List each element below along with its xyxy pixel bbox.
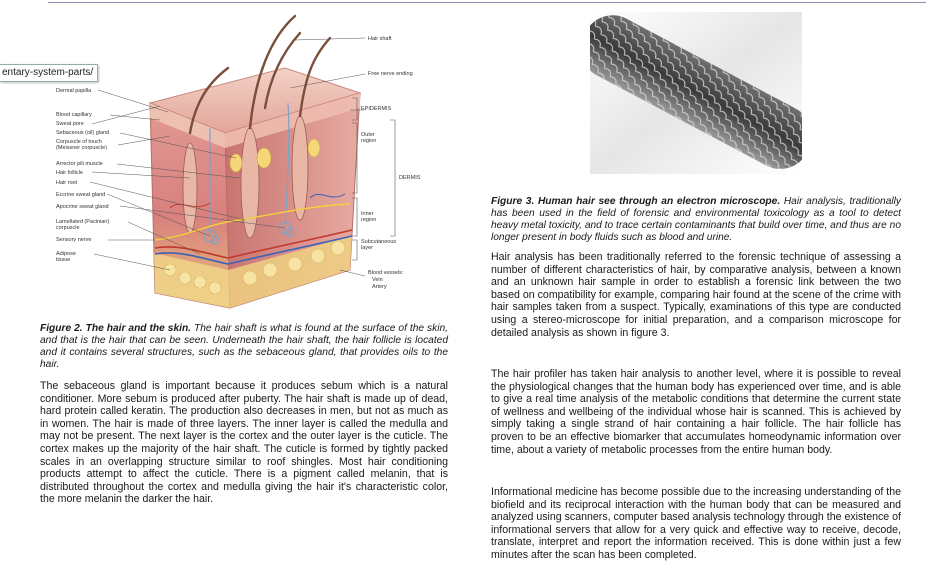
label-epidermis: EPIDERMIS — [361, 106, 392, 112]
figure3-caption-title: Figure 3. Human hair see through an electron microscope. — [491, 196, 781, 207]
label-dermis: DERMIS — [399, 175, 421, 181]
label-blood-vessels: Blood vessels: — [368, 270, 404, 276]
label-corpuscle: corpuscle — [56, 225, 80, 231]
label-dermal-papilla: Dermal papilla — [56, 88, 92, 94]
hair-analysis-paragraph: Hair analysis has been traditionally referred to the forensic technique of assessing a number of different characteristics of hair, by comparative analysis, between a known and an unknown hair sample in order to establish a forensic link between the two based on compatibility for example, comparing hair found at the scene of the crime with hair samples taken from a suspect. Typically, examinations of this type are conducted using a stereo-microscope for initial preparation, and a comparison microscope for detailed analysis as shown in figure 3. — [491, 251, 901, 339]
label-sebaceous-gland: Sebaceous (oil) gland — [56, 130, 110, 136]
label-apocrine-sweat-gland: Apocrine sweat gland — [56, 204, 109, 210]
label-blood-capillary: Blood capillary — [56, 112, 92, 118]
label-inner-region: region — [361, 217, 377, 223]
figure3-caption — [491, 196, 901, 244]
label-eccrine-sweat-gland: Eccrine sweat gland — [56, 192, 106, 198]
label-lamellated-corpuscle: Lamellated (Pacinian) — [56, 219, 110, 225]
figure2-caption — [40, 323, 448, 371]
label-subcutaneous: Subcutaneous — [361, 239, 397, 245]
label-sensory-nerve: Sensory nerve — [56, 237, 92, 243]
label-sweat-pore: Sweat pore — [56, 121, 84, 127]
figure2-caption-body: The hair shaft is what is found at the surface of the skin, and that is the hair that can be seen. Underneath the hair shaft, the hair follicle is located and it contains several structures, such as the sebaceous gland, that provides oils to the hair. — [40, 323, 448, 370]
sebaceous-gland-paragraph: The sebaceous gland is important because it produces sebum which is a natural conditioner. More sebum is produced after puberty. The hair shaft is made up of dead, hard protein called keratin. The production also decreases in men, but not as much as in women. The hair is made of three layers. The inner layer is called the medulla and may not be present. The next layer is the cortex and the outer layer is the cuticle. The cortex makes up the majority of the hair shaft. The cuticle is formed by tightly packed scales in an overlapping structure similar to roof shingles. Most hair conditioning products attempt to affect the cuticle. There is a pigment called melanin, that is distributed throughout the cortex and medulla giving the hair it's characteristic color, the more melanin the darker the hair. — [40, 380, 448, 506]
page-top-rule — [48, 2, 926, 3]
label-arrector-pili: Arrector pili muscle — [56, 161, 103, 167]
label-tissue: tissue — [56, 257, 71, 263]
label-free-nerve-ending: Free nerve ending — [368, 71, 413, 77]
figure2-caption-title: Figure 2. The hair and the skin. — [40, 323, 192, 334]
hair-sem-illustration — [590, 12, 802, 174]
label-inner: Inner — [361, 211, 374, 217]
informational-medicine-paragraph: Informational medicine has become possible due to the increasing understanding of the biofield and its reciprocal interaction with the human body that can be measured and analyzed using scanners, computer based analysis technology through the existence of informational servers that allow for a very quick and effective way to receive, decode, translate, interpret and report the information received. This is done within just a few minutes after the scan has been completed. — [491, 486, 901, 561]
label-outer-region: region — [361, 138, 377, 144]
label-hair-root: Hair root — [56, 180, 78, 186]
skin-diagram-figure — [50, 8, 450, 320]
label-hair-shaft: Hair shaft — [368, 36, 392, 42]
label-meissner-corpuscle: (Meissner corpuscle) — [56, 145, 108, 151]
hair-micrograph-image — [590, 12, 802, 174]
label-outer: Outer — [361, 132, 375, 138]
url-tooltip: entary-system-parts/ — [0, 64, 98, 82]
label-hair-follicle: Hair follicle — [56, 170, 83, 176]
label-layer: layer — [361, 245, 373, 251]
label-vein: Vein — [372, 277, 383, 283]
figure3-caption-body: Hair analysis, traditionally has been used in the field of forensic and environmental toxicology as a tool to detect heavy metal toxicity, and to trace certain contaminants that build over time, and thus are no longer present in body fluids such as blood and urine. — [491, 196, 901, 243]
label-adipose: Adipose — [56, 251, 76, 257]
hair-profiler-paragraph: The hair profiler has taken hair analysis to another level, where it is possible to reveal the physiological changes that the human body has experienced over time, and is able to give a real time analysis of the metabolic conditions that determine the current state of wellness and wellbeing of the individual whose hair is scanned. This is achieved by simply taking a single strand of hair containing a hair follicle. The hair follicle has proven to be an effective biomarker that accumulates homeodynamic information over time, about a variety of metabolic processes from the entire human body. — [491, 368, 901, 456]
label-corpuscle-of-touch: Corpuscle of touch — [56, 139, 102, 145]
label-artery: Artery — [372, 284, 387, 290]
